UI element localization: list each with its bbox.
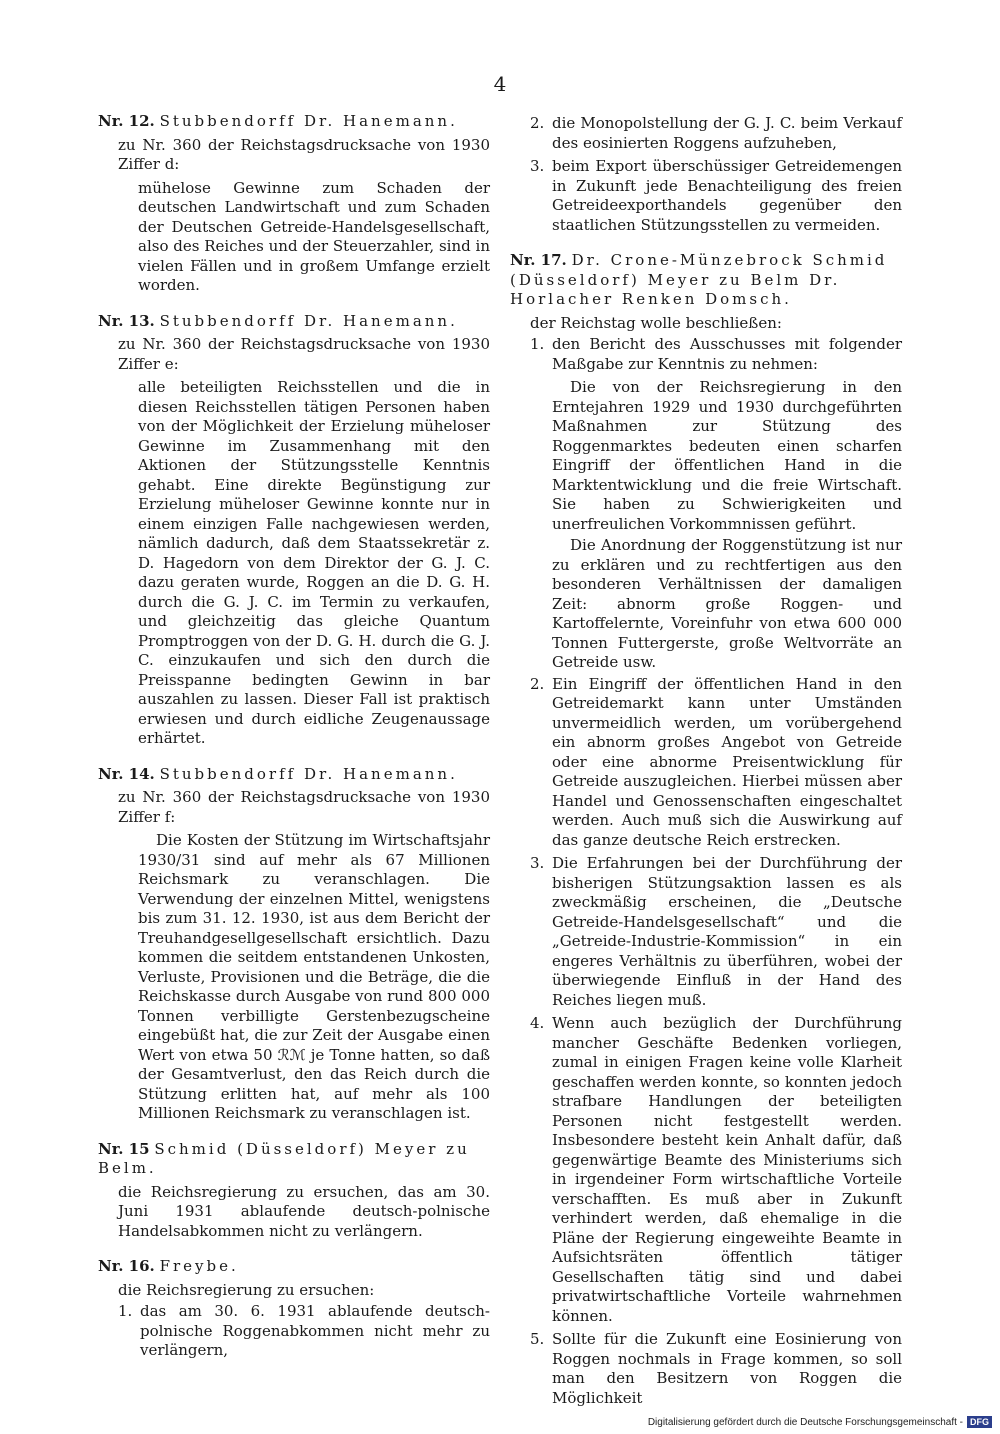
list-item-number: 3. [530, 854, 545, 872]
motion-signatories: Stubbendorff Dr. Hanemann. [159, 311, 458, 330]
motion-intro: zu Nr. 360 der Reichstagsdrucksache von 1930 Ziffer d: [118, 135, 490, 173]
list-item-number: 4. [530, 1014, 545, 1032]
motion-nr-16-continued [510, 114, 902, 235]
list-item-number: 1. [530, 335, 545, 353]
motion-heading [98, 112, 490, 132]
list-item-text: die Monopolstellung der G. J. C. beim Verkauf des eosinierten Roggens aufzuheben, [552, 114, 902, 152]
motion-signatories: Stubbendorff Dr. Hanemann. [159, 112, 458, 130]
footer [648, 1416, 992, 1428]
list-item-text: Die Erfahrungen bei der Durchführung der bisherigen Stützungsaktion lassen es als zweckmäßig erscheinen, die „Deutsche Getreide-Handelsgesellschaft“ und die „Getreide-Industrie-Kommission“ in ein engeres Verhältnis zu überführen, wobei der überwiegende Einfluß in der Hand des Reiches liegen muß. [552, 854, 902, 1009]
motion-heading [98, 1257, 490, 1277]
motion-nr-16 [98, 1257, 490, 1361]
motion-number: Nr. 16. [98, 1257, 155, 1275]
motion-nr-17 [510, 251, 902, 1408]
list-item [530, 114, 902, 153]
right-column [510, 112, 902, 1424]
list-item [530, 1330, 902, 1408]
motion-text: mühelose Gewinne zum Schaden der deutschen Landwirtschaft und zum Schaden der Deutschen Getreide-Handelsgesellschaft, also des Reiches und der Steuerzahler, sind in vielen Fällen und in großem Umfange erzielt worden. [138, 178, 490, 294]
motion-text: Die Kosten der Stützung im Wirtschaftsjahr 1930/31 sind auf mehr als 67 Millionen Reichsmark zu veranschlagen. Die Verwendung der einzelnen Mittel, wenigstens bis zum 31. 12. 1930, ist aus dem Bericht der Treuhandgesellgesellschaft ersichtlich. Dazu kommen die seitdem entstandenen Unkosten, Verluste, Provisionen und die Beträge, die die Reichskasse durch Ausgabe von rund 800 000 Tonnen verbilligte Gerstenbezugscheine eingebüßt hat, die zur Zeit der Ausgabe einen Wert von etwa 50 ℛℳ je Tonne hatten, so daß der Gesamtverlust, den das Reich durch die Stützung erlitten hat, auf mehr als 100 Millionen Reichsmark zu veranschlagen ist. [138, 831, 490, 1122]
motion-number: Nr. 14. [98, 764, 155, 783]
motion-signatories: Stubbendorff Dr. Hanemann. [159, 764, 458, 783]
list-item-number: 1. [118, 1302, 133, 1320]
left-column [98, 112, 490, 1377]
motion-intro: zu Nr. 360 der Reichstagsdrucksache von 1930 Ziffer e: [118, 335, 490, 373]
motion-heading [98, 312, 490, 332]
list-item-text: Sollte für die Zukunft eine Eosinierung von Roggen nochmals in Frage kommen, so soll man den Besitzern von Roggen die Möglichkeit [552, 1330, 902, 1407]
motion-nr-13 [98, 312, 490, 749]
list-item-text: den Bericht des Ausschusses mit folgender Maßgabe zur Kenntnis zu nehmen: [552, 335, 902, 373]
list-item-text: beim Export überschüssiger Getreidemengen in Zukunft jede Benachteiligung des freien Getreideexporthandels gegenüber den staatlichen Stützungsstellen zu vermeiden. [552, 157, 902, 234]
list-item-paragraph: Die Anordnung der Roggenstützung ist nur zu erklären und zu rechtfertigen aus den besonderen Verhältnissen der damaligen Zeit: abnorm große Roggen- und Kartoffelernte, Voreinfuhr von etwa 600 000 Tonnen Futtergerste, große Weltvorräte an Getreide usw. [552, 536, 902, 671]
footer-credit: Digitalisierung gefördert durch die Deutsche Forschungsgemeinschaft - [647, 1416, 963, 1428]
motion-number: Nr. 12. [98, 112, 155, 130]
motion-signatories: Freybe. [159, 1257, 239, 1275]
list-item [530, 675, 902, 851]
motion-heading [510, 251, 902, 310]
list-item-text: das am 30. 6. 1931 ablaufende deutsch-polnische Roggenabkommen nicht mehr zu verlängern, [140, 1302, 490, 1359]
list-item [118, 1302, 490, 1361]
motion-number: Nr. 17. [510, 251, 567, 269]
list-item-number: 3. [530, 157, 545, 175]
motion-signatories: Schmid (Düsseldorf) Meyer zu Belm. [98, 1139, 470, 1177]
motion-signatories: Dr. Crone-Münzebrock Schmid (Düsseldorf) Meyer zu Belm Dr. Horlacher Renken Domsch. [510, 251, 888, 308]
dfg-logo-icon: DFG [967, 1416, 992, 1428]
motion-nr-15 [98, 1140, 490, 1242]
list-item-number: 2. [530, 114, 545, 132]
list-item [530, 335, 902, 374]
motion-number: Nr. 13. [98, 311, 155, 330]
list-item-paragraph: Die von der Reichsregierung in den Erntejahren 1929 und 1930 durchgeführten Maßnahmen zur Stützung des Roggenmarktes bedeuten einen scharfen Eingriff der öffentlichen Hand in die Marktentwicklung und die freie Wirtschaft. Sie haben zu Schwierigkeiten und unerfreulichen Vorkommnissen geführt. [552, 378, 902, 533]
page-number: 4 [493, 72, 507, 96]
list-item-number: 2. [530, 674, 545, 693]
motion-nr-12 [98, 112, 490, 296]
list-item-text: Wenn auch bezüglich der Durchführung mancher Geschäfte Bedenken vorliegen, zumal in einigen Fragen keine volle Klarheit geschaffen werden konnte, so konnten jedoch strafbare Handlungen der beteiligten Personen nicht festgestellt werden. Insbesondere besteht kein Anhalt dafür, daß gegenwärtige Beamte des Ministeriums sich in irgendeiner Form wirtschaftliche Vorteile verschafften. Es muß aber in Zukunft verhindert werden, daß ehemalige in die Pläne der Regierung eingeweihte Beamte in Aufsichtsräten öffentlich tätiger Gesellschaften tätig sind und dabei privatwirtschaftliche Vorteile wahrnehmen können. [552, 1014, 902, 1325]
list-item [530, 157, 902, 235]
motion-intro: die Reichsregierung zu ersuchen: [118, 1280, 375, 1299]
list-item [530, 854, 902, 1010]
motion-text: alle beteiligten Reichsstellen und die in diesen Reichsstellen tätigen Personen haben von der Möglichkeit der Erzielung müheloser Gewinne im Zusammenhang mit den Aktionen der Stützungsstelle Kenntnis gehabt. Eine direkte Begünstigung zur Erzielung müheloser Gewinne konnte nur in einem einzigen Falle nachgewiesen werden, nämlich dadurch, daß dem Staatssekretär z. D. Hagedorn von dem Direktor der G. J. C. dazu geraten wurde, Roggen an die D. G. H. durch die G. J. C. im Termin zu verkaufen, und gleichzeitig das gleiche Quantum Promptroggen von der D. G. H. durch die G. J. C. einzukaufen und sich den durch die Preisspanne bedingten Gewinn in bar auszahlen zu lassen. Dieser Fall ist praktisch erwiesen und durch eidliche Zeugenaussage erhärtet. [138, 378, 490, 747]
list-item-number: 5. [530, 1330, 545, 1348]
motion-heading [98, 765, 490, 785]
motion-heading [98, 1140, 490, 1179]
motion-nr-14 [98, 765, 490, 1124]
list-item [530, 1014, 902, 1326]
motion-intro: der Reichstag wolle beschließen: [530, 313, 782, 332]
motion-intro: zu Nr. 360 der Reichstagsdrucksache von 1930 Ziffer f: [118, 788, 490, 826]
motion-intro: die Reichsregierung zu ersuchen, das am 30. Juni 1931 ablaufende deutsch-polnische Handelsabkommen nicht zu verlängern. [118, 1182, 490, 1240]
motion-number: Nr. 15 [98, 1139, 150, 1158]
list-item-text: Ein Eingriff der öffentlichen Hand in den Getreidemarkt kann unter Umständen unvermeidlich werden, um vorübergehend ein abnorm großes Angebot von Getreide oder eine abnorme Preisentwicklung für Getreide auszugleichen. Hierbei müssen aber Handel und Genossenschaften eingeschaltet werden. Auch muß sich die Auswirkung auf das ganze deutsche Reich erstrecken. [552, 674, 902, 849]
